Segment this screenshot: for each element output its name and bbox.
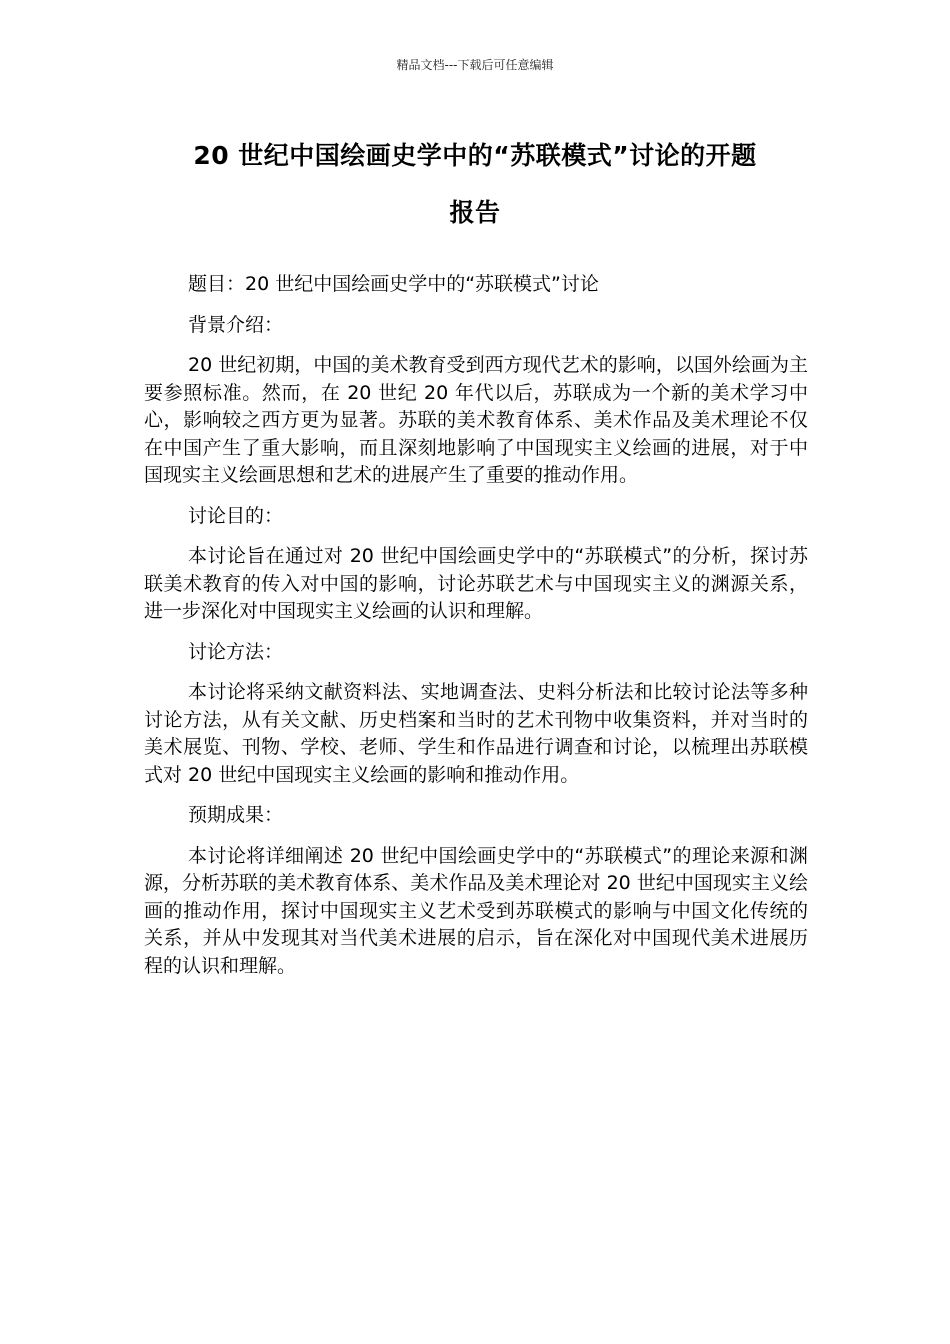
document-title-line-2: 报告 xyxy=(449,198,501,227)
background-paragraph: 20 世纪初期，中国的美术教育受到西方现代艺术的影响，以国外绘画为主要参照标准。然而，在 20 世纪 20 年代以后，苏联成为一个新的美术学习中心，影响较之西方更为显著。苏联的美术教育体系、美术作品及美术理论不仅在中国产生了重大影响，而且深刻地影响了中国现实主义绘画的进展，对于中国现实主义绘画思想和艺术的进展产生了重要的推动作用。 xyxy=(144,354,808,486)
purpose-paragraph: 本讨论旨在通过对 20 世纪中国绘画史学中的“苏联模式”的分析，探讨苏联美术教育的传入对中国的影响，讨论苏联艺术与中国现实主义的渊源关系，进一步深化对中国现实主义绘画的认识和理解。 xyxy=(144,545,808,622)
purpose-heading: 讨论目的： xyxy=(188,504,284,527)
method-paragraph: 本讨论将采纳文献资料法、实地调查法、史料分析法和比较讨论法等多种讨论方法，从有关文献、历史档案和当时的艺术刊物中收集资料，并对当时的美术展览、刊物、学校、老师、学生和作品进行调查和讨论，以梳理出苏联模式对 20 世纪中国现实主义绘画的影响和推动作用。 xyxy=(144,681,808,786)
background-heading: 背景介绍： xyxy=(188,313,284,336)
results-heading: 预期成果： xyxy=(188,804,284,826)
topic-line: 题目：20 世纪中国绘画史学中的“苏联模式”讨论 xyxy=(188,273,599,295)
document-title-line-1: 20 世纪中国绘画史学中的“苏联模式”讨论的开题 xyxy=(193,141,757,170)
header-note: 精品文档---下载后可任意编辑 xyxy=(396,58,554,72)
method-heading: 讨论方法： xyxy=(188,640,284,663)
results-paragraph: 本讨论将详细阐述 20 世纪中国绘画史学中的“苏联模式”的理论来源和渊源，分析苏联的美术教育体系、美术作品及美术理论对 20 世纪中国现实主义绘画的推动作用，探讨中国现实主义艺术受到苏联模式的影响与中国文化传统的关系，并从中发现其对当代美术进展的启示，旨在深化对中国现代美术进展历程的认识和理解。 xyxy=(144,844,808,977)
document-body xyxy=(144,271,808,993)
